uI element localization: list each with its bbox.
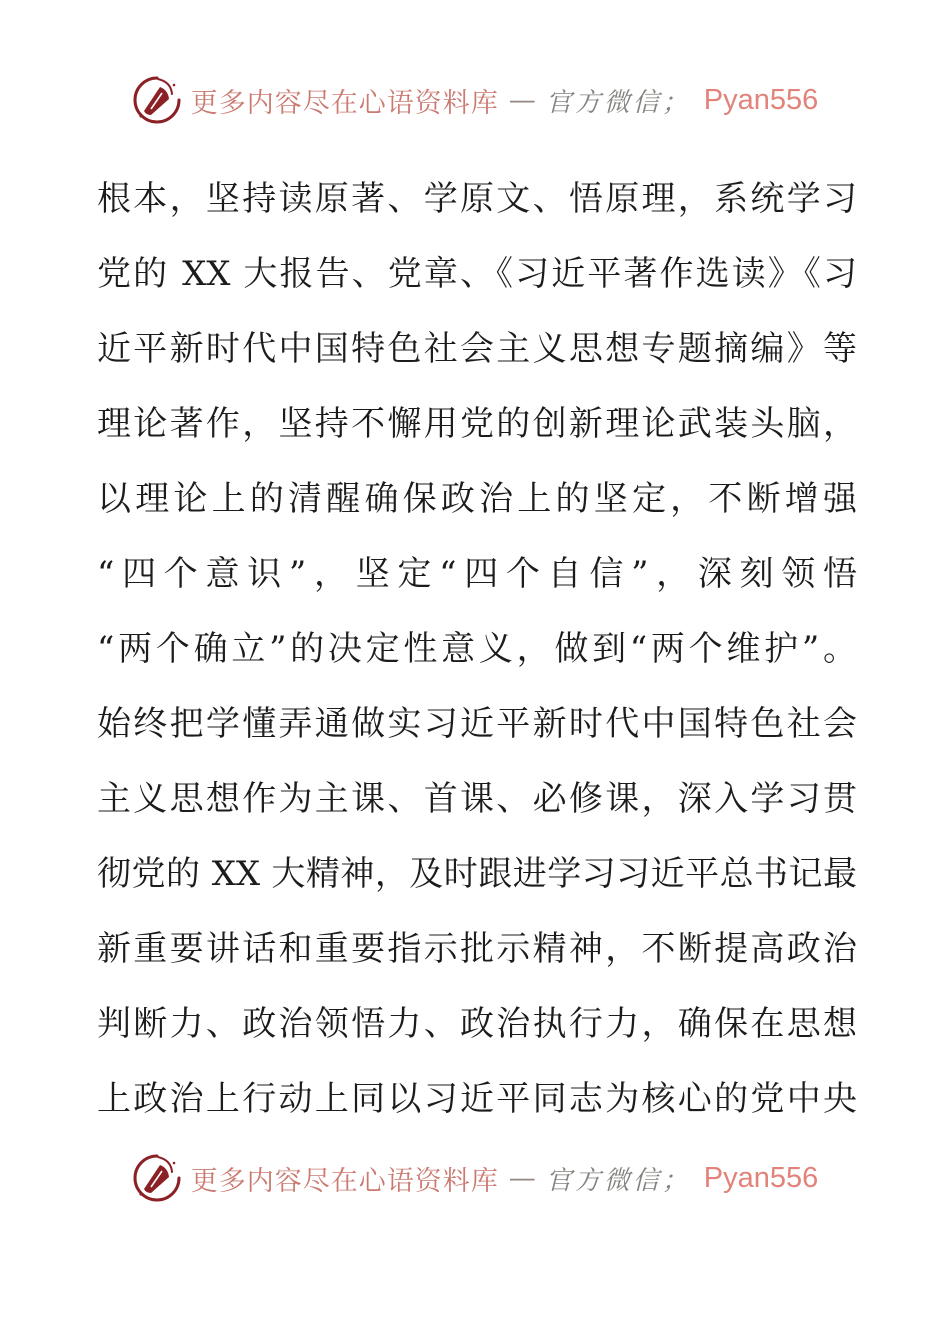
body-text-line: 根本，坚持读原著、学原文、悟原理，系统学习	[97, 179, 857, 219]
watermark-wechat-label: 官方微信；	[545, 1165, 691, 1196]
watermark-wechat-label: 官方微信；	[545, 87, 691, 118]
pen-logo-icon	[132, 74, 182, 126]
watermark-dash: —	[508, 84, 536, 116]
body-text-line: 始终把学懂弄通做实习近平新时代中国特色社会	[97, 704, 857, 744]
wechat-id: Pyan556	[703, 83, 819, 116]
body-text-line: 主义思想作为主课、首课、必修课，深入学习贯	[97, 779, 857, 819]
body-text-line: 近平新时代中国特色社会主义思想专题摘编》等	[97, 329, 857, 369]
body-text-line: 以理论上的清醒确保政治上的坚定，不断增强	[97, 479, 857, 519]
wechat-id: Pyan556	[703, 1161, 819, 1194]
body-text-line: 彻党的 XX 大精神，及时跟进学习习近平总书记最	[97, 854, 857, 894]
body-text-line: 理论著作，坚持不懈用党的创新理论武装头脑，	[97, 404, 857, 444]
watermark-dash: —	[508, 1162, 536, 1194]
body-text-line: 判断力、政治领悟力、政治执行力，确保在思想	[97, 1004, 857, 1044]
body-text-line: “两个确立”的决定性意义，做到“两个维护”。	[97, 629, 857, 669]
watermark-header	[0, 72, 950, 128]
watermark-text: 更多内容尽在心语资料库	[190, 1165, 499, 1197]
body-text-line: 上政治上行动上同以习近平同志为核心的党中央	[97, 1079, 857, 1119]
watermark-text: 更多内容尽在心语资料库	[190, 87, 499, 119]
watermark-footer	[0, 1150, 950, 1206]
body-text-line: “四个意识”，坚定“四个自信”，深刻领悟	[97, 554, 857, 594]
pen-logo-icon	[132, 1152, 182, 1204]
document-body	[97, 162, 857, 1137]
body-text-line: 新重要讲话和重要指示批示精神，不断提高政治	[97, 929, 857, 969]
body-text-line: 党的 XX 大报告、党章、《习近平著作选读》《习	[97, 254, 857, 294]
